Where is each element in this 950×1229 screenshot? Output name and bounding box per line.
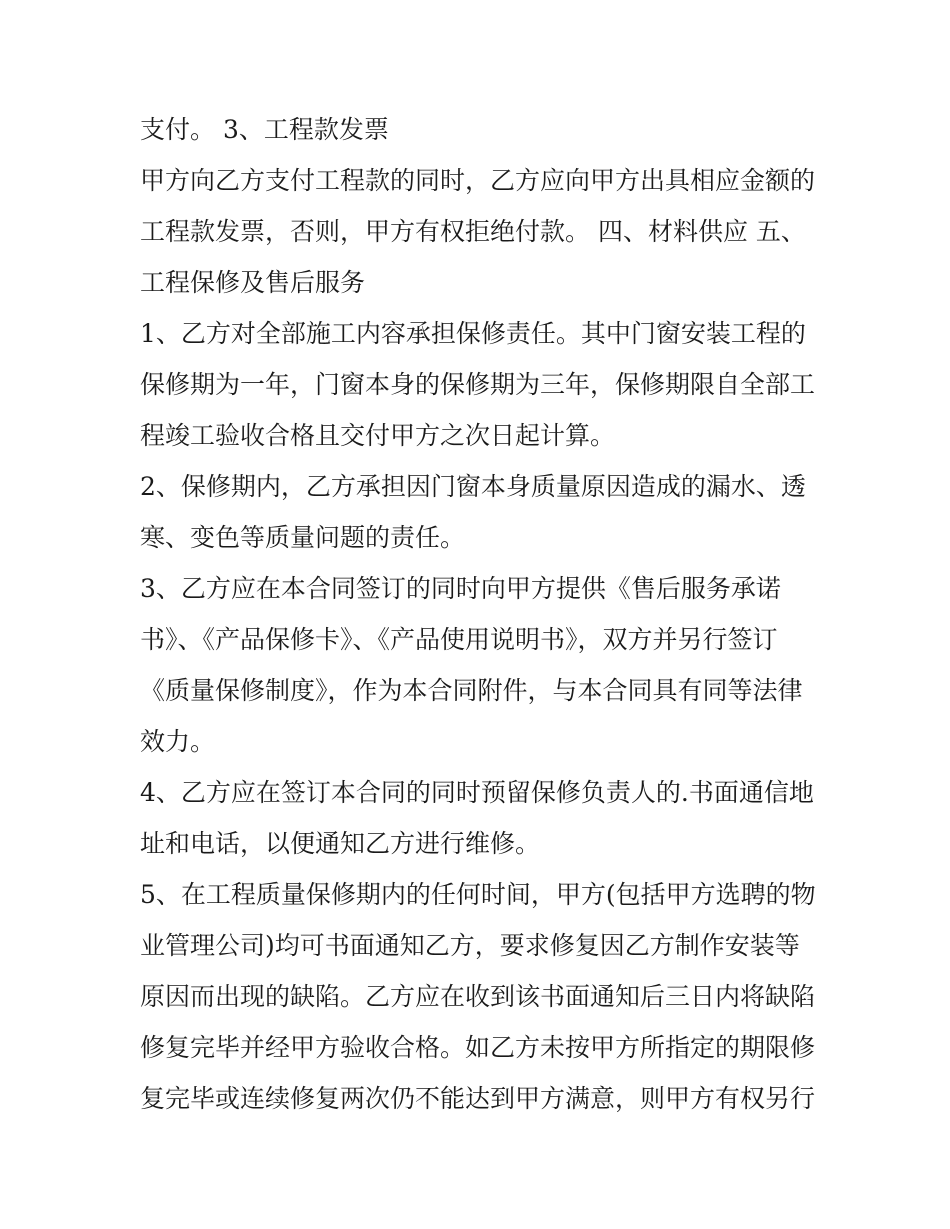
paragraph-warranty-3: 3、乙方应在本合同签订的同时向甲方提供《售后服务承诺书》、《产品保修卡》、《产品使用说明书》，双方并另行签订《质量保修制度》，作为本合同附件，与本合同具有同等法律效力。 [140, 574, 803, 756]
paragraph-warranty-2: 2、保修期内，乙方承担因门窗本身质量原因造成的漏水、透寒、变色等质量问题的责任。 [140, 472, 806, 552]
paragraph-warranty-4: 4、乙方应在签订本合同的同时预留保修负责人的.书面通信地址和电话，以便通知乙方进行维修。 [140, 778, 814, 858]
paragraph-warranty-5: 5、在工程质量保修期内的任何时间，甲方(包括甲方选聘的物业管理公司)均可书面通知乙方，要求修复因乙方制作安装等原因而出现的缺陷。乙方应在收到该书面通知后三日内将缺陷修复完毕并经甲方验收合格。如乙方未按甲方所指定的期限修复完毕或连续修复两次仍不能达到甲方满意，则甲方有权另行 [140, 880, 816, 1113]
document-body [140, 104, 820, 1124]
paragraph-payment-invoice-heading: 支付。 3、工程款发票 [140, 115, 389, 144]
paragraph-invoice-terms: 甲方向乙方支付工程款的同时，乙方应向甲方出具相应金额的工程款发票，否则，甲方有权拒绝付款。 四、材料供应 五、工程保修及售后服务 [140, 166, 816, 297]
paragraph-warranty-1: 1、乙方对全部施工内容承担保修责任。其中门窗安装工程的保修期为一年，门窗本身的保修期为三年，保修期限自全部工程竣工验收合格且交付甲方之次日起计算。 [140, 319, 816, 450]
